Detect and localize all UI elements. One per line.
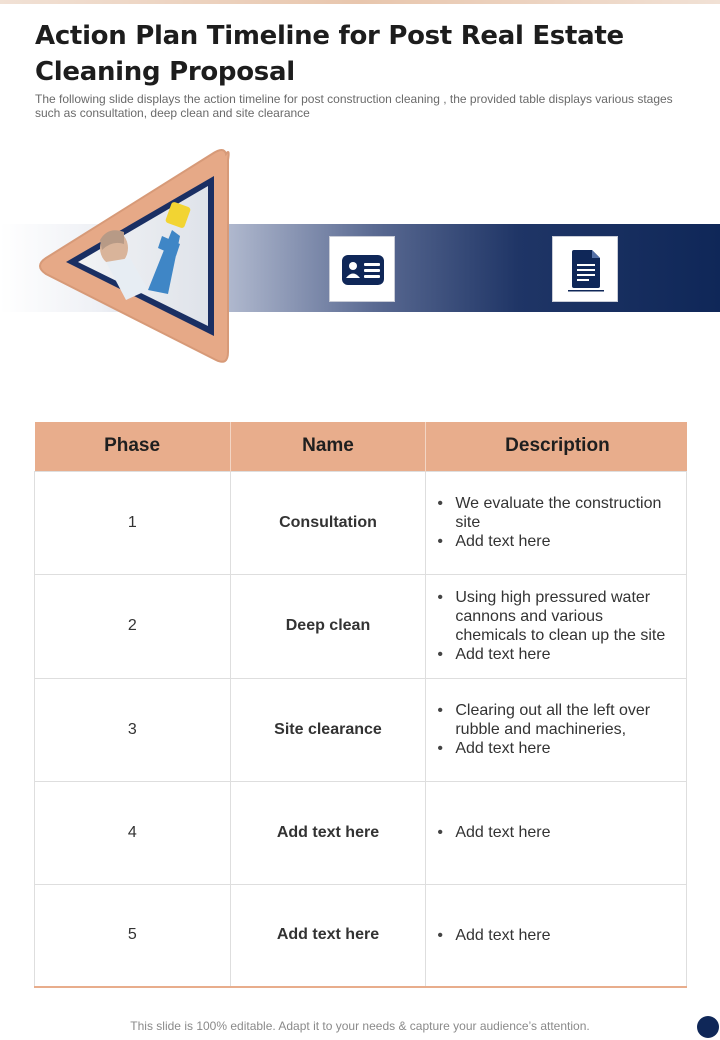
table-row bbox=[35, 781, 687, 884]
triangle-photo-frame bbox=[30, 140, 240, 372]
footer-dot-icon bbox=[697, 1016, 719, 1038]
phase-cell: 2 bbox=[35, 574, 231, 678]
page-title: Action Plan Timeline for Post Real Estate Cleaning Proposal bbox=[35, 21, 624, 87]
cleaning-photo-image bbox=[30, 140, 240, 372]
document-icon bbox=[564, 248, 608, 292]
footer-note: This slide is 100% editable. Adapt it to your needs & capture your audience’s attention. bbox=[130, 1019, 590, 1033]
header-phase: Phase bbox=[35, 422, 231, 471]
document-icon-box bbox=[552, 236, 618, 302]
table-header-row bbox=[35, 422, 687, 471]
header-description: Description bbox=[426, 422, 687, 471]
description-bullet: • Add text here bbox=[436, 532, 678, 551]
table-row bbox=[35, 884, 687, 987]
page-subtitle: The following slide displays the action timeline for post construction cleaning , the provided table displays various stages such as consultation, deep clean and site clearance bbox=[35, 92, 673, 120]
phase-cell: 4 bbox=[35, 781, 231, 884]
id-card-icon bbox=[341, 248, 385, 292]
description-bullet: • Using high pressured water cannons and various chemicals to clean up the site bbox=[436, 588, 678, 645]
description-bullet: • Add text here bbox=[436, 645, 678, 664]
name-cell: Add text here bbox=[230, 884, 426, 987]
name-cell: Site clearance bbox=[230, 678, 426, 781]
action-plan-table bbox=[34, 422, 687, 988]
phase-cell: 3 bbox=[35, 678, 231, 781]
description-bullet: • Add text here bbox=[436, 739, 678, 758]
phase-cell: 5 bbox=[35, 884, 231, 987]
description-bullet: • We evaluate the construction site bbox=[436, 494, 678, 532]
table-row bbox=[35, 471, 687, 574]
table-row bbox=[35, 574, 687, 678]
description-bullet: • Add text here bbox=[436, 926, 678, 945]
description-bullet: • Clearing out all the left over rubble and machineries, bbox=[436, 701, 678, 739]
description-cell bbox=[426, 678, 687, 781]
description-cell bbox=[426, 574, 687, 678]
name-cell: Consultation bbox=[230, 471, 426, 574]
description-cell bbox=[426, 884, 687, 987]
top-accent-rule bbox=[0, 0, 720, 4]
table-row bbox=[35, 678, 687, 781]
description-bullet: • Add text here bbox=[436, 823, 678, 842]
name-cell: Add text here bbox=[230, 781, 426, 884]
id-card-icon-box bbox=[329, 236, 395, 302]
header-name: Name bbox=[230, 422, 426, 471]
description-cell bbox=[426, 781, 687, 884]
name-cell: Deep clean bbox=[230, 574, 426, 678]
description-cell bbox=[426, 471, 687, 574]
phase-cell: 1 bbox=[35, 471, 231, 574]
